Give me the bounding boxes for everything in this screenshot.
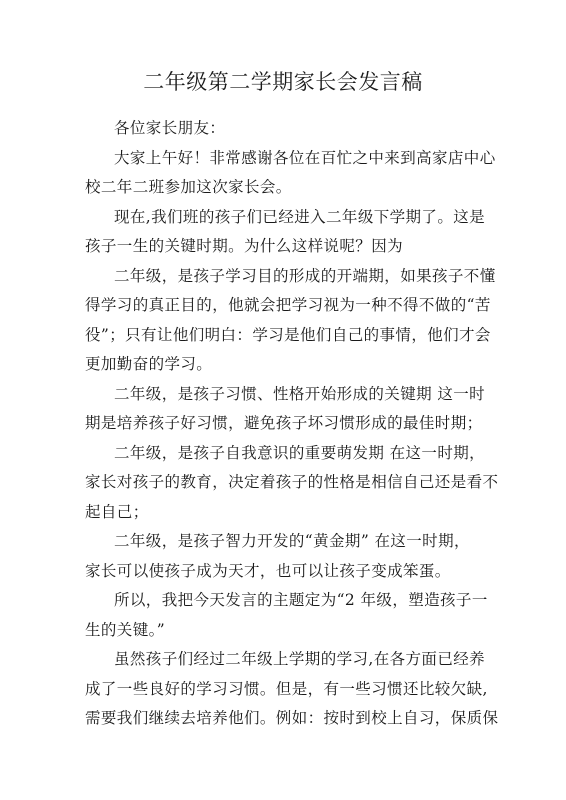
paragraph-line: 大家上午好！非常感谢各位在百忙之中来到高家店中心 (114, 149, 496, 167)
paragraph-line: 现在,我们班的孩子们已经进入二年级下学期了。这是 (114, 208, 486, 226)
salutation-line: 各位家长朋友： (114, 119, 226, 137)
paragraph-line: 生的关键。” (85, 621, 166, 639)
paragraph-line: 得学习的真正目的，他就会把学习视为一种不得不做的“苦 (85, 296, 491, 314)
paragraph-line: 家长对孩子的教育，决定着孩子的性格是相信自己还是看不 (85, 473, 499, 491)
paragraph-line: 成了一些良好的学习习惯。但是，有一些习惯还比较欠缺, (85, 680, 488, 698)
paragraph-line: 家长可以使孩子成为天才，也可以让孩子变成笨蛋。 (85, 562, 451, 580)
paragraph-line: 孩子一生的关键时期。为什么这样说呢？因为 (85, 237, 404, 255)
paragraph-line: 二年级，是孩子习惯、性格开始形成的关键期 这一时 (114, 385, 486, 403)
paragraph-line: 校二年二班参加这次家长会。 (85, 178, 292, 196)
document-title: 二年级第二学期家长会发言稿 (143, 70, 423, 94)
paragraph-line: 所以，我把今天发言的主题定为“2 年级，塑造孩子一 (114, 591, 488, 609)
paragraph-line: 需要我们继续去培养他们。例如：按时到校上自习，保质保 (85, 709, 499, 727)
paragraph-line: 期是培养孩子好习惯，避免孩子坏习惯形成的最佳时期； (85, 414, 483, 432)
paragraph-line: 二年级，是孩子学习目的形成的开端期，如果孩子不懂 (114, 267, 496, 285)
paragraph-line: 更加勤奋的学习。 (85, 355, 213, 373)
paragraph-line: 起自己； (85, 503, 149, 521)
paragraph-line: 虽然孩子们经过二年级上学期的学习,在各方面已经养 (114, 650, 486, 668)
paragraph-line: 二年级，是孩子智力开发的“黄金期” 在这一时期， (114, 532, 470, 550)
paragraph-line: 二年级，是孩子自我意识的重要萌发期 在这一时期， (114, 444, 486, 462)
paragraph-line: 役”；只有让他们明白：学习是他们自己的事情，他们才会 (85, 326, 491, 344)
